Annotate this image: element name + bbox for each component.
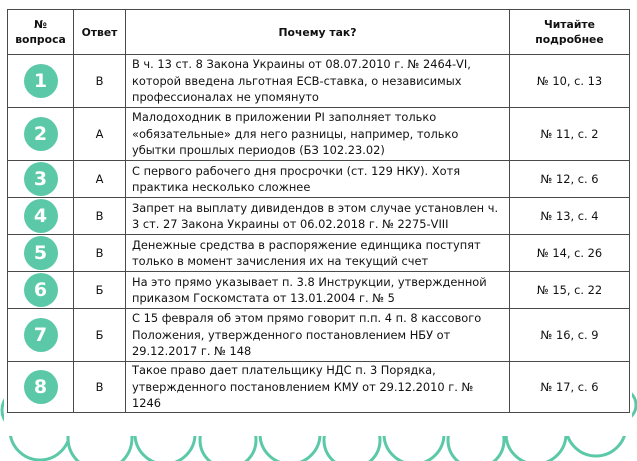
answer-cell: А [74,161,126,198]
question-number-cell [8,198,74,235]
number-badge: 5 [24,236,58,270]
number-badge: 6 [24,273,58,307]
answer-cell: А [74,108,126,161]
question-number-cell [8,55,74,108]
explanation-cell: Запрет на выплату дивидендов в этом случае установлен ч. 3 ст. 27 Закона Украины от 06.02.2018 г. № 2275-VIII [126,198,510,235]
reference-cell: № 13, с. 4 [510,198,630,235]
answers-table [7,9,630,413]
answer-cell: В [74,55,126,108]
table-row [8,362,630,413]
header-read-more: Читайте подробнее [510,10,630,55]
explanation-cell: С первого рабочего дня просрочки (ст. 129 НКУ). Хотя практика несколько сложнее [126,161,510,198]
answer-cell: В [74,235,126,272]
reference-cell: № 10, с. 13 [510,55,630,108]
reference-cell: № 17, с. 6 [510,362,630,413]
number-badge: 3 [24,162,58,196]
table-row [8,108,630,161]
number-badge: 4 [24,199,58,233]
table-header-row [8,10,630,55]
explanation-cell: С 15 февраля об этом прямо говорит п.п. 4 п. 8 кассового Положения, утвержденного постановлением НБУ от 29.12.2017 г. № 148 [126,309,510,362]
table-row [8,161,630,198]
reference-cell: № 11, с. 2 [510,108,630,161]
header-why: Почему так? [126,10,510,55]
question-number-cell [8,235,74,272]
answer-cell: Б [74,272,126,309]
answer-cell: Б [74,309,126,362]
table-row [8,309,630,362]
number-badge: 1 [24,64,58,98]
question-number-cell [8,309,74,362]
number-badge: 2 [24,117,58,151]
number-badge: 8 [24,370,58,404]
question-number-cell [8,108,74,161]
explanation-cell: В ч. 13 ст. 8 Закона Украины от 08.07.2010 г. № 2464-VI, которой введена льготная ЕСВ-ставка, о независимых профессионалах не упомянуто [126,55,510,108]
answer-cell: В [74,362,126,413]
table-row [8,272,630,309]
question-number-cell [8,362,74,413]
explanation-cell: На это прямо указывает п. 3.8 Инструкции, утвержденной приказом Госкомстата от 13.01.2004 г. № 5 [126,272,510,309]
explanation-cell: Такое право дает плательщику НДС п. 3 Порядка, утвержденного постановлением КМУ от 29.12.2010 г. № 1246 [126,362,510,413]
reference-cell: № 14, с. 26 [510,235,630,272]
table-row [8,55,630,108]
question-number-cell [8,272,74,309]
header-question-number: № вопроса [8,10,74,55]
table-row [8,235,630,272]
table-row [8,198,630,235]
explanation-cell: Денежные средства в распоряжение единщика поступят только в момент зачисления их на текущий счет [126,235,510,272]
question-number-cell [8,161,74,198]
answer-cell: В [74,198,126,235]
reference-cell: № 12, с. 6 [510,161,630,198]
number-badge: 7 [24,318,58,352]
header-answer: Ответ [74,10,126,55]
reference-cell: № 16, с. 9 [510,309,630,362]
explanation-cell: Малодоходник в приложении РІ заполняет только «обязательные» для него разницы, например, только убытки прошлых периодов (БЗ 102.23.02) [126,108,510,161]
reference-cell: № 15, с. 22 [510,272,630,309]
